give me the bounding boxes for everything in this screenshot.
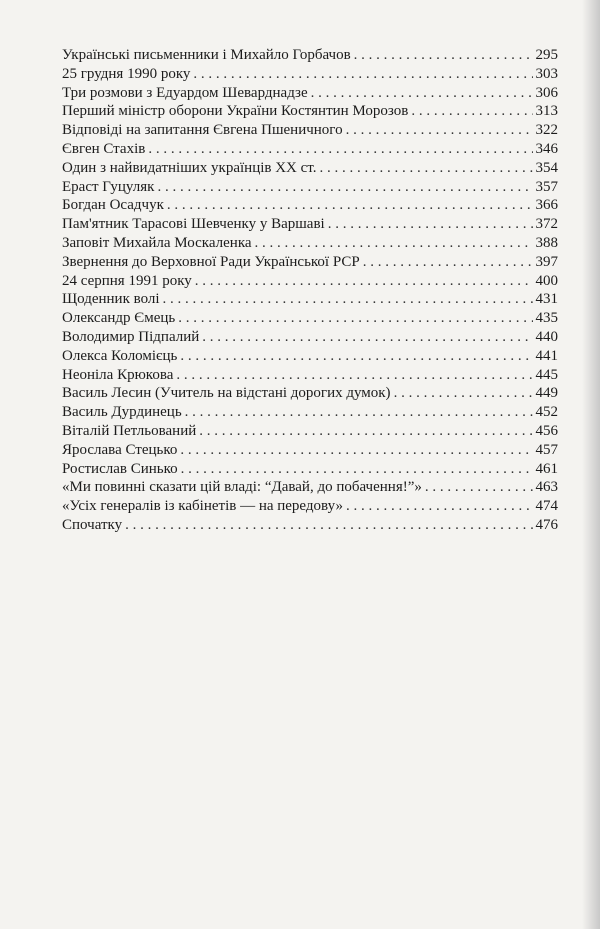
dot-leader <box>363 253 533 272</box>
dot-leader <box>346 497 533 516</box>
dot-leader <box>180 441 532 460</box>
toc-entry-page: 295 <box>535 47 558 63</box>
toc-entry <box>62 84 558 103</box>
toc-entry-title: Віталій Петльований <box>62 422 197 439</box>
toc-entry-page: 397 <box>535 253 558 270</box>
dot-leader <box>346 121 533 140</box>
toc-entry-page: 346 <box>535 140 558 157</box>
toc-entry <box>62 460 558 479</box>
toc-entry <box>62 516 558 535</box>
toc-entry <box>62 347 558 366</box>
toc-entry-title: Щоденник волі <box>62 291 160 308</box>
toc-entry <box>62 384 558 403</box>
toc-entry <box>62 159 558 178</box>
toc-entry-page: 463 <box>535 479 558 496</box>
toc-entry-page: 388 <box>535 234 558 251</box>
dot-leader <box>157 178 532 197</box>
toc-entry-title: Володимир Підпалий <box>62 328 200 345</box>
dot-leader <box>328 215 533 234</box>
dot-leader <box>180 347 532 366</box>
toc-entry <box>62 234 558 253</box>
toc-entry-page: 400 <box>535 272 558 289</box>
table-of-contents <box>62 46 558 535</box>
page-edge-shadow <box>582 0 600 929</box>
toc-entry-title: Перший міністр оборони України Костянтин Морозов <box>62 103 409 120</box>
toc-entry <box>62 309 558 328</box>
toc-entry-page: 449 <box>535 385 558 402</box>
toc-entry-page: 313 <box>535 103 558 120</box>
toc-entry <box>62 366 558 385</box>
toc-entry <box>62 422 558 441</box>
dot-leader <box>354 46 533 65</box>
toc-entry <box>62 102 558 121</box>
dot-leader <box>394 384 533 403</box>
toc-entry-page: 372 <box>535 216 558 233</box>
toc-entry-page: 322 <box>535 122 558 139</box>
toc-entry <box>62 140 558 159</box>
dot-leader <box>185 403 533 422</box>
toc-entry-title: Євген Стахів <box>62 140 146 157</box>
toc-entry-title: Спочатку <box>62 516 123 533</box>
toc-entry-page: 461 <box>535 460 558 477</box>
toc-entry-page: 457 <box>535 441 558 458</box>
toc-entry <box>62 215 558 234</box>
toc-entry <box>62 253 558 272</box>
dot-leader <box>411 102 532 121</box>
toc-entry-page: 445 <box>535 366 558 383</box>
toc-entry-title: 25 грудня 1990 року <box>62 65 191 82</box>
toc-entry-page: 303 <box>535 65 558 82</box>
dot-leader <box>163 290 533 309</box>
toc-entry-page: 476 <box>535 516 558 533</box>
toc-entry-title: Олександр Ємець <box>62 310 176 327</box>
toc-entry-title: Пам'ятник Тарасові Шевченку у Варшаві <box>62 216 325 233</box>
toc-entry-title: Українські письменники і Михайло Горбачов <box>62 47 351 63</box>
dot-leader <box>176 366 532 385</box>
toc-entry-title: Олекса Коломієць <box>62 347 178 364</box>
toc-entry <box>62 441 558 460</box>
dot-leader <box>199 422 532 441</box>
toc-entry-title: Василь Дурдинець <box>62 404 182 421</box>
toc-entry-page: 440 <box>535 328 558 345</box>
toc-entry-title: Відповіді на запитання Євгена Пшеничного <box>62 122 343 139</box>
dot-leader <box>125 516 532 535</box>
dot-leader <box>319 159 532 178</box>
toc-entry <box>62 328 558 347</box>
toc-entry-page: 306 <box>535 84 558 101</box>
toc-entry <box>62 196 558 215</box>
dot-leader <box>255 234 533 253</box>
toc-entry-title: Василь Лесин (Учитель на відстані дорогих думок) <box>62 385 391 402</box>
toc-entry-title: 24 серпня 1991 року <box>62 272 192 289</box>
toc-entry-title: Один з найвидатніших українців XX ст. <box>62 159 317 176</box>
toc-entry-title: «Ми повинні сказати цій владі: “Давай, до побачення!”» <box>62 479 422 496</box>
dot-leader <box>148 140 532 159</box>
toc-entry <box>62 178 558 197</box>
toc-entry <box>62 121 558 140</box>
toc-entry <box>62 403 558 422</box>
toc-entry <box>62 290 558 309</box>
toc-entry-title: Заповіт Михайла Москаленка <box>62 234 252 251</box>
toc-entry-title: Неоніла Крюкова <box>62 366 174 383</box>
toc-entry-title: Ростислав Синько <box>62 460 178 477</box>
toc-entry <box>62 478 558 497</box>
toc-entry-title: Ераст Гуцуляк <box>62 178 155 195</box>
dot-leader <box>167 196 533 215</box>
toc-entry <box>62 46 558 65</box>
toc-entry-title: Три розмови з Едуардом Шеварднадзе <box>62 84 308 101</box>
toc-entry <box>62 497 558 516</box>
dot-leader <box>181 460 533 479</box>
dot-leader <box>195 272 533 291</box>
toc-entry <box>62 272 558 291</box>
toc-entry-title: Звернення до Верховної Ради Української РСР <box>62 253 360 270</box>
toc-entry-page: 456 <box>535 422 558 439</box>
dot-leader <box>193 65 532 84</box>
toc-entry-page: 435 <box>535 310 558 327</box>
toc-entry-page: 474 <box>535 498 558 515</box>
toc-entry-title: Ярослава Стецько <box>62 441 178 458</box>
dot-leader <box>202 328 532 347</box>
toc-entry-title: Богдан Осадчук <box>62 197 164 214</box>
toc-entry-page: 354 <box>535 159 558 176</box>
dot-leader <box>425 478 533 497</box>
toc-entry-page: 431 <box>535 291 558 308</box>
toc-entry-page: 441 <box>535 347 558 364</box>
toc-entry-page: 366 <box>535 197 558 214</box>
toc-entry <box>62 65 558 84</box>
dot-leader <box>311 84 533 103</box>
dot-leader <box>178 309 532 328</box>
toc-entry-title: «Усіх генералів із кабінетів — на передову» <box>62 498 343 515</box>
toc-entry-page: 357 <box>535 178 558 195</box>
toc-entry-page: 452 <box>535 404 558 421</box>
